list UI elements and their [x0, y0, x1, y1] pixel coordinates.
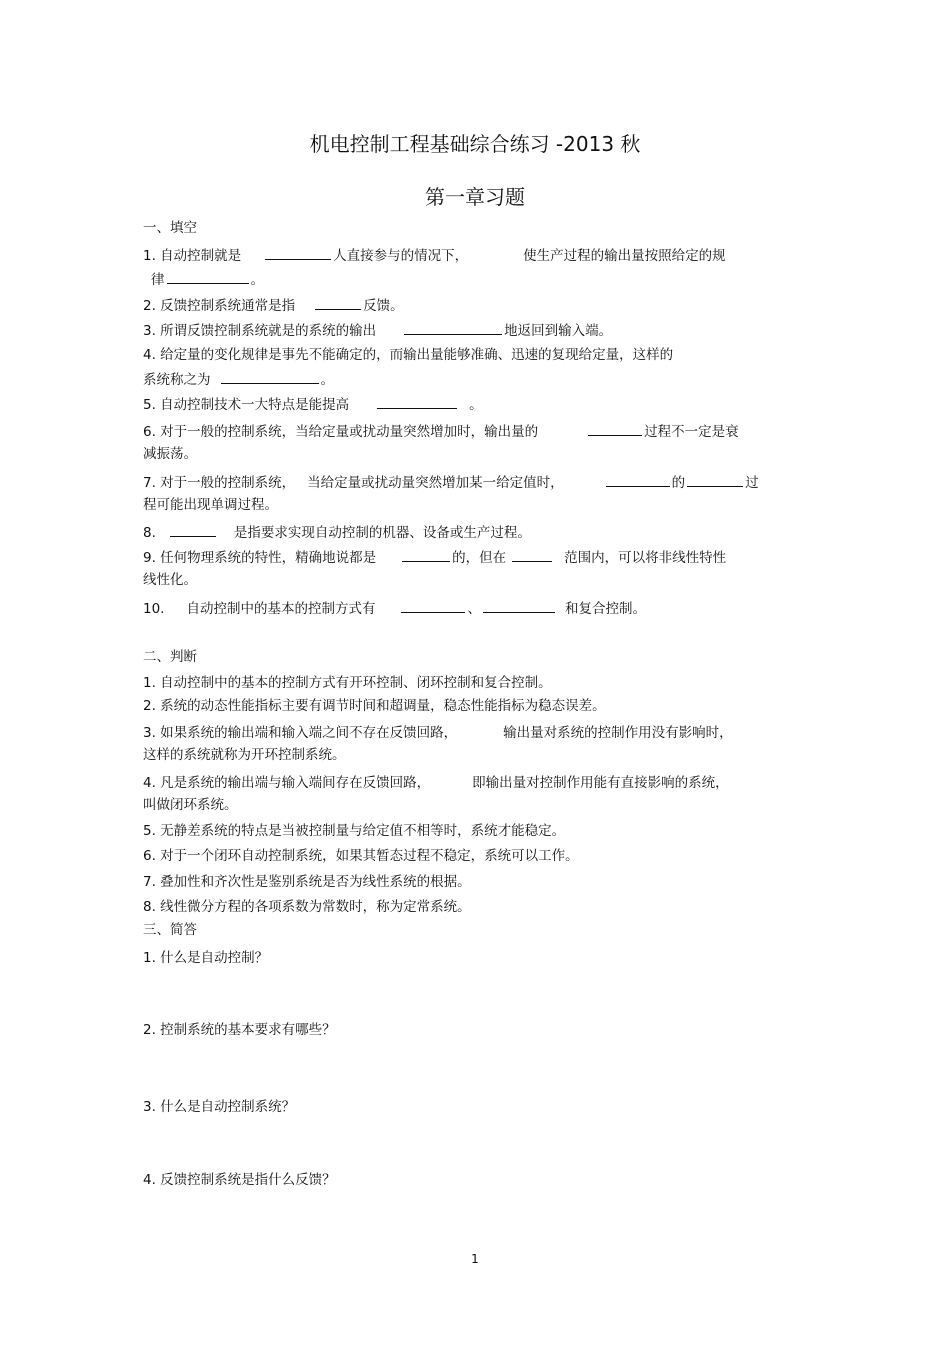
short-answer-1: 1. 什么是自动控制？ [143, 950, 269, 966]
q1-blank-1[interactable] [265, 246, 331, 260]
q8-text-b: 是指要求实现自动控制的机器、设备或生产过程。 [233, 525, 531, 541]
q9-text-a: 9. 任何物理系统的特性，精确地说都是 [143, 550, 377, 566]
q10-text-a: 10. [143, 601, 165, 617]
judge-item-5: 5. 无静差系统的特点是当被控制量与给定值不相等时，系统才能稳定。 [143, 823, 566, 839]
q3-text-a: 3. 所谓反馈控制系统就是的系统的输出 [143, 323, 377, 339]
q9-blank-1[interactable] [402, 548, 450, 562]
judge-item-4-b: 即输出量对控制作用能有直接影响的系统， [472, 775, 729, 791]
q9-blank-2[interactable] [512, 548, 552, 562]
q4-line2 [143, 370, 334, 389]
judge-item-4-a: 4. 凡是系统的输出端与输入端间存在反馈回路， [143, 775, 431, 791]
q5-blank[interactable] [377, 395, 457, 409]
q2-blank[interactable] [315, 296, 361, 310]
q9-line1 [143, 548, 726, 567]
q7-text-d: 过 [745, 475, 759, 491]
short-answer-4: 4. 反馈控制系统是指什么反馈？ [143, 1172, 336, 1188]
q4-text-c: 。 [320, 372, 334, 388]
short-answer-3: 3. 什么是自动控制系统？ [143, 1099, 296, 1115]
judge-item-7: 7. 叠加性和齐次性是鉴别系统是否为线性系统的根据。 [143, 874, 471, 890]
q7-text-c: 的 [671, 475, 686, 491]
section3-heading: 三、简答 [143, 922, 197, 938]
q10-blank-1[interactable] [401, 599, 465, 613]
q5-text-a: 5. 自动控制技术一大特点是能提高 [143, 397, 350, 413]
judge-item-2: 2. 系统的动态性能指标主要有调节时间和超调量，稳态性能指标为稳态误差。 [143, 698, 606, 714]
q7-text-b: 当给定量或扰动量突然增加某一给定值时， [307, 475, 564, 491]
q8-blank[interactable] [170, 523, 216, 537]
section1-heading: 一、填空 [143, 220, 197, 236]
judge-item-3-cont: 这样的系统就称为开环控制系统。 [143, 747, 346, 763]
q7-line1 [143, 473, 759, 492]
q1-blank-2[interactable] [167, 270, 249, 284]
q6-text-b: 过程不一定是衰 [644, 424, 739, 440]
q5-line [143, 395, 483, 414]
q9-text-c: 范围内，可以将非线性特性 [564, 550, 727, 566]
q2-text-b: 反馈。 [363, 298, 404, 314]
short-answer-2: 2. 控制系统的基本要求有哪些？ [143, 1022, 336, 1038]
q7-blank-2[interactable] [687, 473, 743, 487]
chapter-title: 第一章习题 [425, 185, 525, 209]
q9-line2: 线性化。 [143, 572, 197, 588]
q10-line [143, 599, 646, 618]
q8-text-a: 8. [143, 525, 156, 541]
q3-blank[interactable] [404, 321, 502, 335]
q8-line [143, 523, 531, 542]
q7-line2: 程可能出现单调过程。 [143, 497, 278, 513]
q6-line1 [143, 422, 739, 441]
q5-text-b: 。 [469, 397, 483, 413]
q4-text-b: 系统称之为 [143, 372, 211, 388]
q10-text-b: 自动控制中的基本的控制方式有 [186, 601, 376, 617]
q2-line [143, 296, 404, 315]
q7-blank-1[interactable] [606, 473, 670, 487]
q1-text-d: 律 [151, 272, 165, 288]
q10-blank-2[interactable] [483, 599, 555, 613]
judge-item-3 [143, 724, 733, 742]
q9-text-b: 的，但在 [452, 550, 507, 566]
q6-blank[interactable] [588, 422, 642, 436]
judge-item-4 [143, 774, 729, 792]
q3-text-b: 地返回到输入端。 [504, 323, 613, 339]
section2-heading: 二、判断 [143, 649, 197, 665]
q1-text-b: 人直接参与的情况下， [333, 248, 469, 264]
q2-text-a: 2. 反馈控制系统通常是指 [143, 298, 296, 314]
page-number: 1 [471, 1252, 479, 1266]
document-title: 机电控制工程基础综合练习 -2013 秋 [309, 132, 641, 156]
judge-item-3-b: 输出量对系统的控制作用没有影响时， [503, 725, 733, 741]
judge-item-1: 1. 自动控制中的基本的控制方式有开环控制、闭环控制和复合控制。 [143, 675, 552, 691]
q4-blank[interactable] [221, 370, 319, 384]
q1-text-c: 使生产过程的输出量按照给定的规 [523, 248, 726, 264]
q1-text-e: 。 [250, 272, 264, 288]
q10-text-c: 、 [467, 601, 481, 617]
q7-text-a: 7. 对于一般的控制系统， [143, 475, 296, 491]
judge-item-3-a: 3. 如果系统的输出端和输入端之间不存在反馈回路， [143, 725, 458, 741]
q3-line [143, 321, 612, 340]
judge-item-4-cont: 叫做闭环系统。 [143, 797, 238, 813]
q1-line2 [151, 270, 264, 289]
q1-line1 [143, 246, 726, 265]
q6-line2: 减振荡。 [143, 446, 197, 462]
q1-text-a: 1. 自动控制就是 [143, 248, 242, 264]
q6-text-a: 6. 对于一般的控制系统，当给定量或扰动量突然增加时，输出量的 [143, 424, 539, 440]
q4-line1: 4. 给定量的变化规律是事先不能确定的，而输出量能够准确、迅速的复现给定量，这样的 [143, 347, 674, 363]
q10-text-d: 和复合控制。 [564, 601, 646, 617]
judge-item-6: 6. 对于一个闭环自动控制系统，如果其暂态过程不稳定，系统可以工作。 [143, 848, 579, 864]
judge-item-8: 8. 线性微分方程的各项系数为常数时，称为定常系统。 [143, 899, 471, 915]
